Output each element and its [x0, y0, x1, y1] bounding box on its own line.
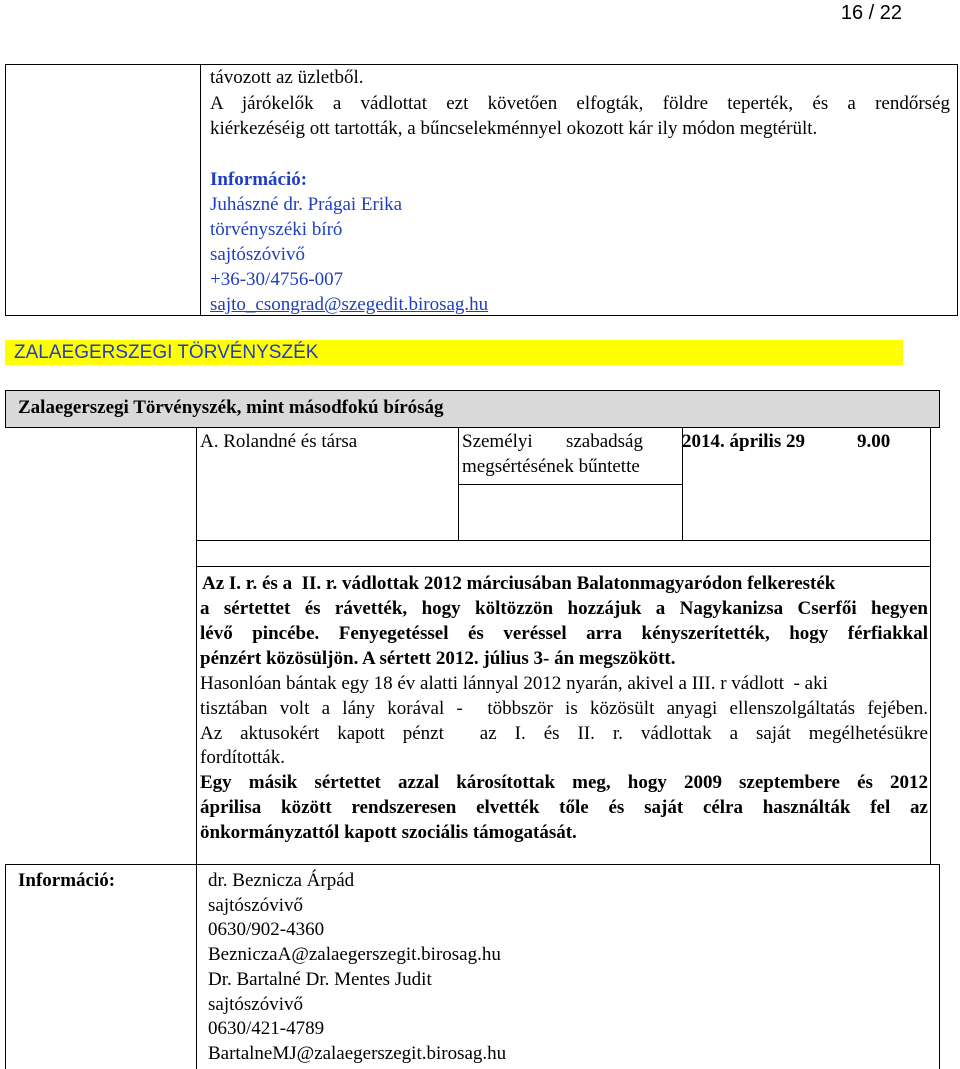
case-crime: Személyi szabadság: [462, 431, 643, 452]
description-line: lévő pincébe. Fenyegetéssel és veréssel arra kényszerítették, hogy férfiakkal: [200, 623, 928, 644]
info-label: Információ:: [18, 870, 116, 891]
case-crime: megsértésének bűntette: [462, 456, 640, 477]
contact-email-link[interactable]: sajto_csongrad@szegedit.birosag.hu: [210, 294, 489, 315]
table-border: [196, 864, 197, 1069]
contact-role: törvényszéki bíró: [210, 219, 343, 240]
contact-role: sajtószóvivő: [208, 895, 303, 916]
body-line: kiérkezéséig ott tartották, a bűncselekménnyel okozott kár ily módon megtérült.: [210, 118, 818, 139]
case-time: 9.00: [857, 431, 891, 452]
contact-name: Dr. Bartalné Dr. Mentes Judit: [208, 969, 432, 990]
description-line: fordították.: [200, 747, 285, 768]
body-line: A járókelők a vádlottat ezt követően elfogták, földre teperték, és a rendőrség: [210, 93, 950, 114]
contact-name: dr. Beznicza Árpád: [208, 870, 355, 891]
description-line: Az I. r. és a II. r. vádlottak 2012 márciusában Balatonmagyaródon felkeresték: [202, 573, 836, 594]
table-border: [196, 428, 197, 864]
body-line: távozott az üzletből.: [210, 67, 364, 88]
table-border: [930, 428, 931, 864]
description-line: Az aktusokért kapott pénzt az I. és II. r. vádlottak a saját megélhetésükre: [200, 723, 928, 744]
case-parties: A. Rolandné és társa: [200, 431, 358, 452]
description-line: a sértettet és rávették, hogy költözzön hozzájuk a Nagykanizsa Cserfői hegyen: [200, 598, 928, 619]
contact-phone: +36-30/4756-007: [210, 269, 344, 290]
column-divider: [200, 64, 201, 316]
contact-phone: 0630/421-4789: [208, 1018, 325, 1039]
contact-email[interactable]: BartalneMJ@zalaegerszegit.birosag.hu: [208, 1043, 507, 1064]
court-subtitle: Zalaegerszegi Törvényszék, mint másodfokú bíróság: [18, 397, 444, 418]
page-number: 16 / 22: [840, 2, 902, 24]
contact-phone: 0630/902-4360: [208, 919, 325, 940]
contact-role: sajtószóvivő: [208, 994, 303, 1015]
description-line: Egy másik sértettet azzal károsítottak meg, hogy 2009 szeptembere és 2012: [200, 772, 928, 793]
description-line: Hasonlóan bántak egy 18 év alatti lánnyal 2012 nyarán, akivel a III. r vádlott - aki: [200, 673, 828, 694]
description-line: pénzért közösüljön. A sértett 2012. július 3- án megszökött.: [200, 648, 676, 669]
court-title: ZALAEGERSZEGI TÖRVÉNYSZÉK: [14, 342, 319, 363]
contact-email[interactable]: BezniczaA@zalaegerszegit.birosag.hu: [208, 944, 501, 965]
description-line: tisztában volt a lány korával - többször is közösült anyagi ellenszolgáltatás fejében.: [200, 698, 928, 719]
table-border: [458, 484, 682, 485]
description-line: önkormányzattól kapott szociális támogatását.: [200, 822, 577, 843]
contact-name: Juhászné dr. Prágai Erika: [210, 194, 403, 215]
case-date: 2014. április 29: [682, 431, 805, 452]
table-border: [196, 540, 931, 541]
contact-role: sajtószóvivő: [210, 244, 305, 265]
info-label: Információ:: [210, 169, 308, 190]
description-line: áprilisa között rendszeresen elvették tőle és saját célra használták fel az: [200, 797, 928, 818]
table-border: [196, 566, 931, 567]
